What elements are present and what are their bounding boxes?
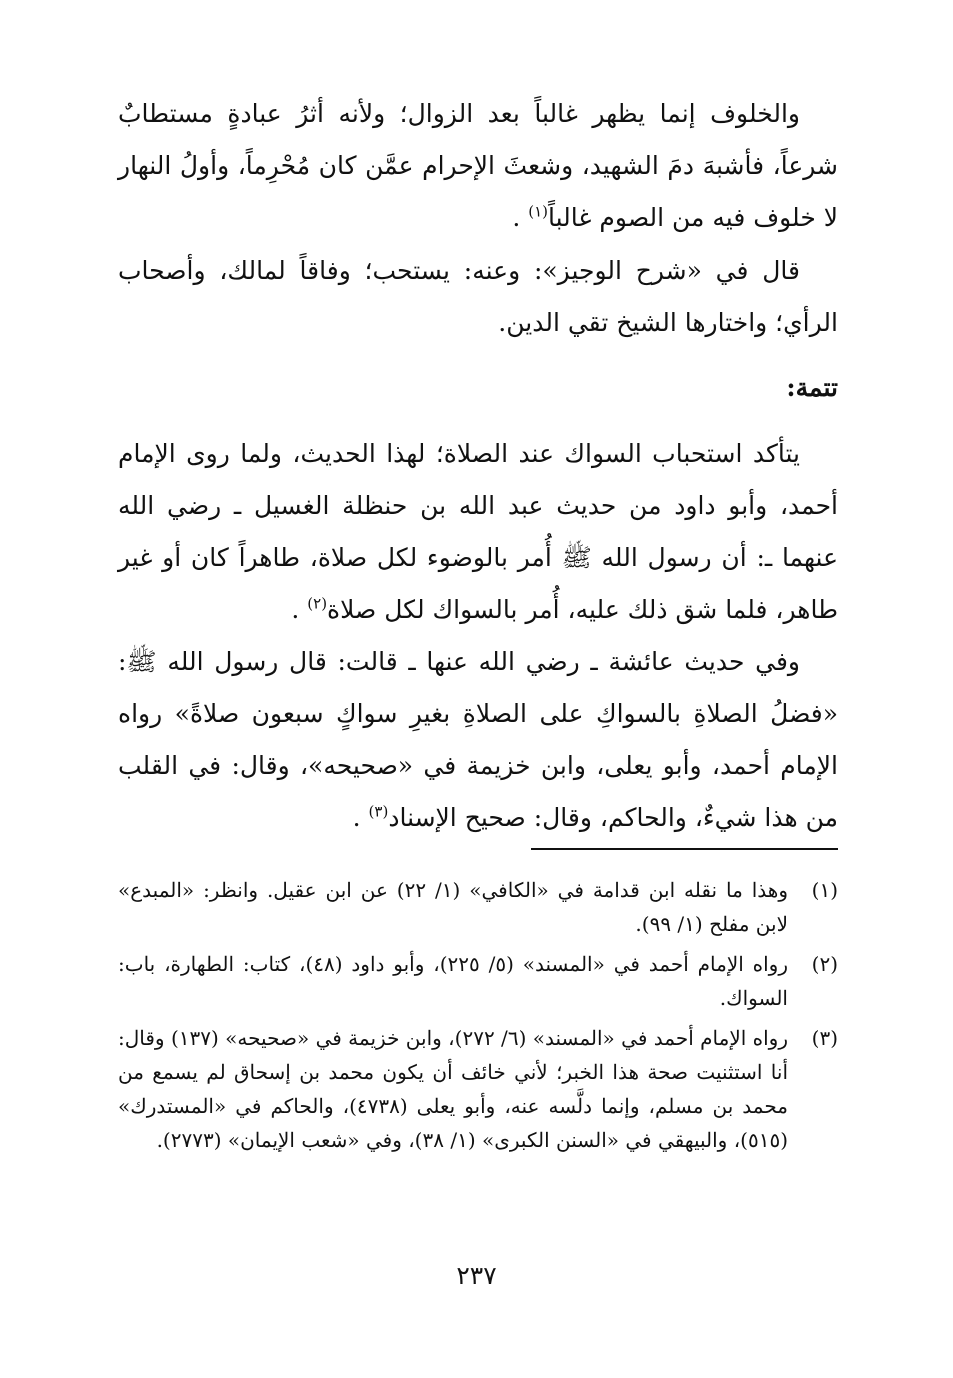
paragraph-3-text: يتأكد استحباب السواك عند الصلاة؛ لهذا الحديث، ولما روى الإمام أحمد، وأبو داود من حديث عبد الله بن حنظلة الغسيل ـ رضي الله عنهما ـ: أن رسول الله ﷺ أُمر بالوضوء لكل صلاة، طاهراً كان أو غير طاهر، فلما شق ذلك عليه، أُمر بالسواك لكل صلاة [118, 439, 838, 624]
footnote-2 [118, 947, 838, 1015]
page-number: ٢٣٧ [456, 1261, 497, 1290]
paragraph-3 [118, 428, 838, 636]
footnote-ref-3: (٣) [368, 802, 389, 821]
paragraph-1 [118, 88, 838, 244]
footnote-3-number: (٣) [811, 1026, 838, 1050]
footnote-ref-1: (١) [528, 202, 549, 221]
paragraph-4 [118, 636, 838, 844]
footnote-1-number: (١) [811, 878, 838, 902]
paragraph-4-text: وفي حديث عائشة ـ رضي الله عنها ـ قالت: قال رسول الله ﷺ: «فضلُ الصلاةِ بالسواكِ على الصلاةِ بغيرِ سواكٍ سبعون صلاةً» رواه الإمام أحمد، وأبو يعلى، وابن خزيمة في «صحيحه»، وقال: في القلب من هذا شيءٌ، والحاكم، وقال: صحيح الإسناد [118, 647, 838, 832]
footnote-3 [118, 1021, 838, 1157]
footnote-ref-2: (٢) [307, 594, 328, 613]
paragraph-1-text: والخلوف إنما يظهر غالباً بعد الزوال؛ ولأنه أثرُ عبادةٍ مستطابٌ شرعاً، فأشبهَ دمَ الشهيد، وشعثَ الإحرام عمَّن كان مُحْرِماً، وأولُ النهار لا خلوف فيه من الصوم غالباً [118, 99, 838, 232]
paragraph-1-end: . [512, 203, 521, 232]
section-heading: تتمة: [786, 373, 838, 402]
footnote-2-number: (٢) [811, 952, 838, 976]
footnote-divider [531, 848, 838, 850]
paragraph-2-text: قال في «شرح الوجيز»: وعنه: يستحب؛ وفاقاً لمالك، وأصحاب الرأي؛ واختارها الشيخ تقي الدين. [118, 256, 838, 337]
paragraph-3-end: . [291, 595, 300, 624]
footnote-1-text: وهذا ما نقله ابن قدامة في «الكافي» (١/ ٢٢) عن ابن عقيل. وانظر: «المبدع» لابن مفلح (١/ ٩٩). [118, 878, 788, 936]
footnote-3-text: رواه الإمام أحمد في «المسند» (٦/ ٢٧٢)، وابن خزيمة في «صحيحه» (١٣٧) وقال: أنا استثنيت صحة هذا الخبر؛ لأني خائف أن يكون محمد بن إسحاق لم يسمع من محمد بن مسلم، وإنما دلَّسه عنه، وأبو يعلى (٤٧٣٨)، والحاكم في «المستدرك» (٥١٥)، والبيهقي في «السنن الكبرى» (١/ ٣٨)، وفي «شعب الإيمان» (٢٧٧٣). [118, 1026, 788, 1152]
footnotes [118, 873, 838, 1163]
footnote-1 [118, 873, 838, 941]
paragraph-2 [118, 245, 838, 349]
footnote-2-text: رواه الإمام أحمد في «المسند» (٥/ ٢٢٥)، وأبو داود (٤٨)، كتاب: الطهارة، باب: السواك. [118, 952, 788, 1010]
paragraph-4-end: . [352, 803, 361, 832]
